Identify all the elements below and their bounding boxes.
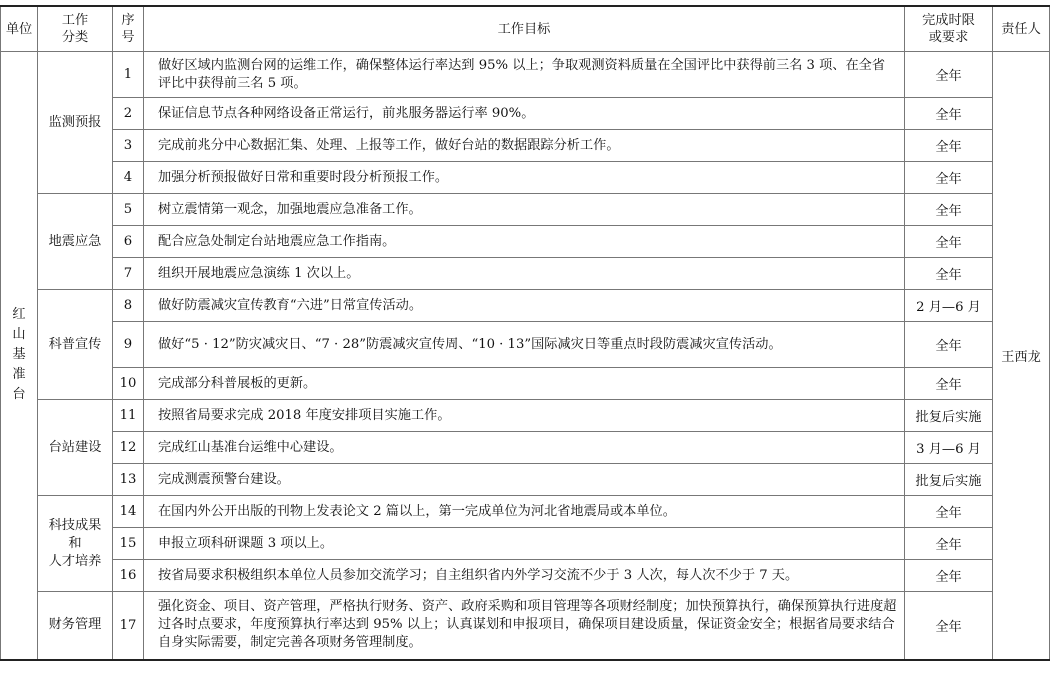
seq-cell: 2 [113, 98, 144, 130]
header-seq: 序号 [113, 6, 144, 52]
seq-cell: 6 [113, 226, 144, 258]
table-row [1, 130, 1050, 162]
seq-cell: 4 [113, 162, 144, 194]
goal-cell: 加强分析预报做好日常和重要时段分析预报工作。 [144, 162, 905, 194]
seq-cell: 9 [113, 322, 144, 368]
goal-cell: 完成部分科普展板的更新。 [144, 368, 905, 400]
table-row [1, 496, 1050, 528]
goal-cell: 完成测震预警台建设。 [144, 464, 905, 496]
seq-cell: 7 [113, 258, 144, 290]
seq-cell: 1 [113, 52, 144, 98]
category-emergency: 地震应急 [38, 194, 113, 290]
goal-cell: 在国内外公开出版的刊物上发表论文 2 篇以上，第一完成单位为河北省地震局或本单位。 [144, 496, 905, 528]
deadline-cell: 全年 [905, 258, 993, 290]
seq-cell: 17 [113, 592, 144, 660]
seq-cell: 13 [113, 464, 144, 496]
seq-cell: 16 [113, 560, 144, 592]
deadline-cell: 全年 [905, 560, 993, 592]
deadline-cell: 全年 [905, 226, 993, 258]
goal-cell: 按照省局要求完成 2018 年度安排项目实施工作。 [144, 400, 905, 432]
deadline-cell: 全年 [905, 528, 993, 560]
goal-cell: 做好防震减灾宣传教育“六进”日常宣传活动。 [144, 290, 905, 322]
deadline-cell: 全年 [905, 52, 993, 98]
table-row [1, 194, 1050, 226]
goal-cell: 做好“5 · 12”防灾减灾日、“7 · 28”防震减灾宣传周、“10 · 13”国际减灾日等重点时段防震减灾宣传活动。 [144, 322, 905, 368]
deadline-cell: 全年 [905, 130, 993, 162]
header-unit: 单位 [1, 6, 38, 52]
category-station-construction: 台站建设 [38, 400, 113, 496]
seq-cell: 11 [113, 400, 144, 432]
deadline-cell: 全年 [905, 496, 993, 528]
deadline-cell: 2 月—6 月 [905, 290, 993, 322]
table-row [1, 52, 1050, 98]
seq-cell: 15 [113, 528, 144, 560]
seq-cell: 3 [113, 130, 144, 162]
table-row [1, 226, 1050, 258]
goal-cell: 申报立项科研课题 3 项以上。 [144, 528, 905, 560]
table-row [1, 290, 1050, 322]
table-row [1, 432, 1050, 464]
category-research-talent: 科技成果 和 人才培养 [38, 496, 113, 592]
table-row [1, 560, 1050, 592]
header-owner: 责任人 [993, 6, 1050, 52]
seq-cell: 10 [113, 368, 144, 400]
category-science-popularization: 科普宣传 [38, 290, 113, 400]
owner-cell [993, 52, 1050, 660]
table-row [1, 464, 1050, 496]
goal-cell: 完成前兆分中心数据汇集、处理、上报等工作，做好台站的数据跟踪分析工作。 [144, 130, 905, 162]
table-row [1, 162, 1050, 194]
goal-cell: 强化资金、项目、资产管理，严格执行财务、资产、政府采购和项目管理等各项财经制度；加快预算执行，确保预算执行进度超过各时点要求，年度预算执行率达到 95% 以上；认真谋划和申报项目，确保项目建设质量，保证资金安全；根据省局要求结合自身实际需要，制定完善各项财务管理制度。 [144, 592, 905, 660]
seq-cell: 12 [113, 432, 144, 464]
unit-cell [1, 52, 38, 660]
work-goals-table [0, 5, 1050, 661]
deadline-cell: 全年 [905, 98, 993, 130]
deadline-cell: 全年 [905, 592, 993, 660]
category-finance: 财务管理 [38, 592, 113, 660]
header-row [1, 6, 1050, 52]
table-row [1, 528, 1050, 560]
category-monitoring: 监测预报 [38, 52, 113, 194]
deadline-cell: 全年 [905, 194, 993, 226]
table-row [1, 322, 1050, 368]
deadline-cell: 全年 [905, 162, 993, 194]
header-deadline: 完成时限 或要求 [905, 6, 993, 52]
goal-cell: 按省局要求积极组织本单位人员参加交流学习；自主组织省内外学习交流不少于 3 人次，每人次不少于 7 天。 [144, 560, 905, 592]
goal-cell: 组织开展地震应急演练 1 次以上。 [144, 258, 905, 290]
seq-cell: 14 [113, 496, 144, 528]
table-row [1, 400, 1050, 432]
goal-cell: 保证信息节点各种网络设备正常运行，前兆服务器运行率 90%。 [144, 98, 905, 130]
goal-cell: 完成红山基准台运维中心建设。 [144, 432, 905, 464]
owner-name: 王西龙 [1001, 349, 1041, 365]
deadline-cell: 全年 [905, 368, 993, 400]
table-row [1, 98, 1050, 130]
header-goal: 工作目标 [144, 6, 905, 52]
deadline-cell: 3 月—6 月 [905, 432, 993, 464]
deadline-cell: 批复后实施 [905, 400, 993, 432]
seq-cell: 5 [113, 194, 144, 226]
unit-name: 红山基准台 [12, 307, 26, 403]
goal-cell: 做好区域内监测台网的运维工作，确保整体运行率达到 95% 以上；争取观测资料质量在全国评比中获得前三名 3 项、在全省评比中获得前三名 5 项。 [144, 52, 905, 98]
goal-cell: 树立震情第一观念，加强地震应急准备工作。 [144, 194, 905, 226]
header-category: 工作 分类 [38, 6, 113, 52]
seq-cell: 8 [113, 290, 144, 322]
deadline-cell: 全年 [905, 322, 993, 368]
goal-cell: 配合应急处制定台站地震应急工作指南。 [144, 226, 905, 258]
table-row [1, 368, 1050, 400]
table-row [1, 258, 1050, 290]
deadline-cell: 批复后实施 [905, 464, 993, 496]
table-row [1, 592, 1050, 660]
